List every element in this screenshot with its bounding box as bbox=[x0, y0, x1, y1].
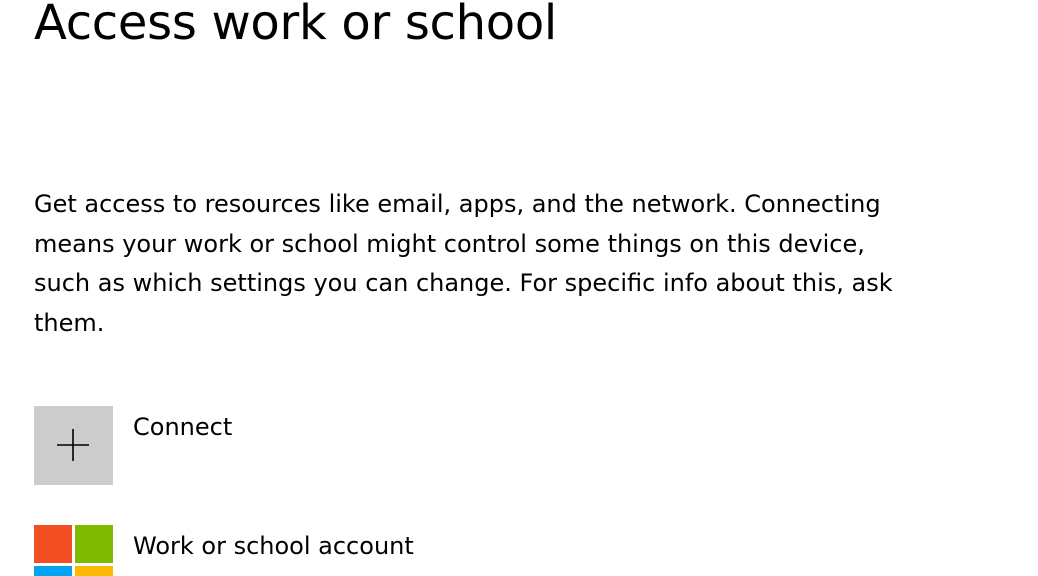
connect-tile[interactable] bbox=[34, 406, 113, 485]
page-description: Get access to resources like email, apps, and the network. Connecting means your work or school might control some things on this device, such as which settings you can change. For specific info about this, ask them. bbox=[34, 190, 893, 337]
connect-button[interactable] bbox=[34, 406, 634, 486]
microsoft-logo-icon bbox=[34, 525, 113, 576]
connect-label: Connect bbox=[133, 413, 233, 441]
plus-icon bbox=[56, 428, 90, 462]
account-item-work-or-school[interactable] bbox=[34, 525, 634, 576]
logo-square-blue bbox=[34, 566, 72, 576]
logo-square-yellow bbox=[75, 566, 113, 576]
logo-square-green bbox=[75, 525, 113, 563]
page-title: Access work or school bbox=[34, 0, 557, 51]
logo-square-red bbox=[34, 525, 72, 563]
account-label: Work or school account bbox=[133, 532, 414, 560]
